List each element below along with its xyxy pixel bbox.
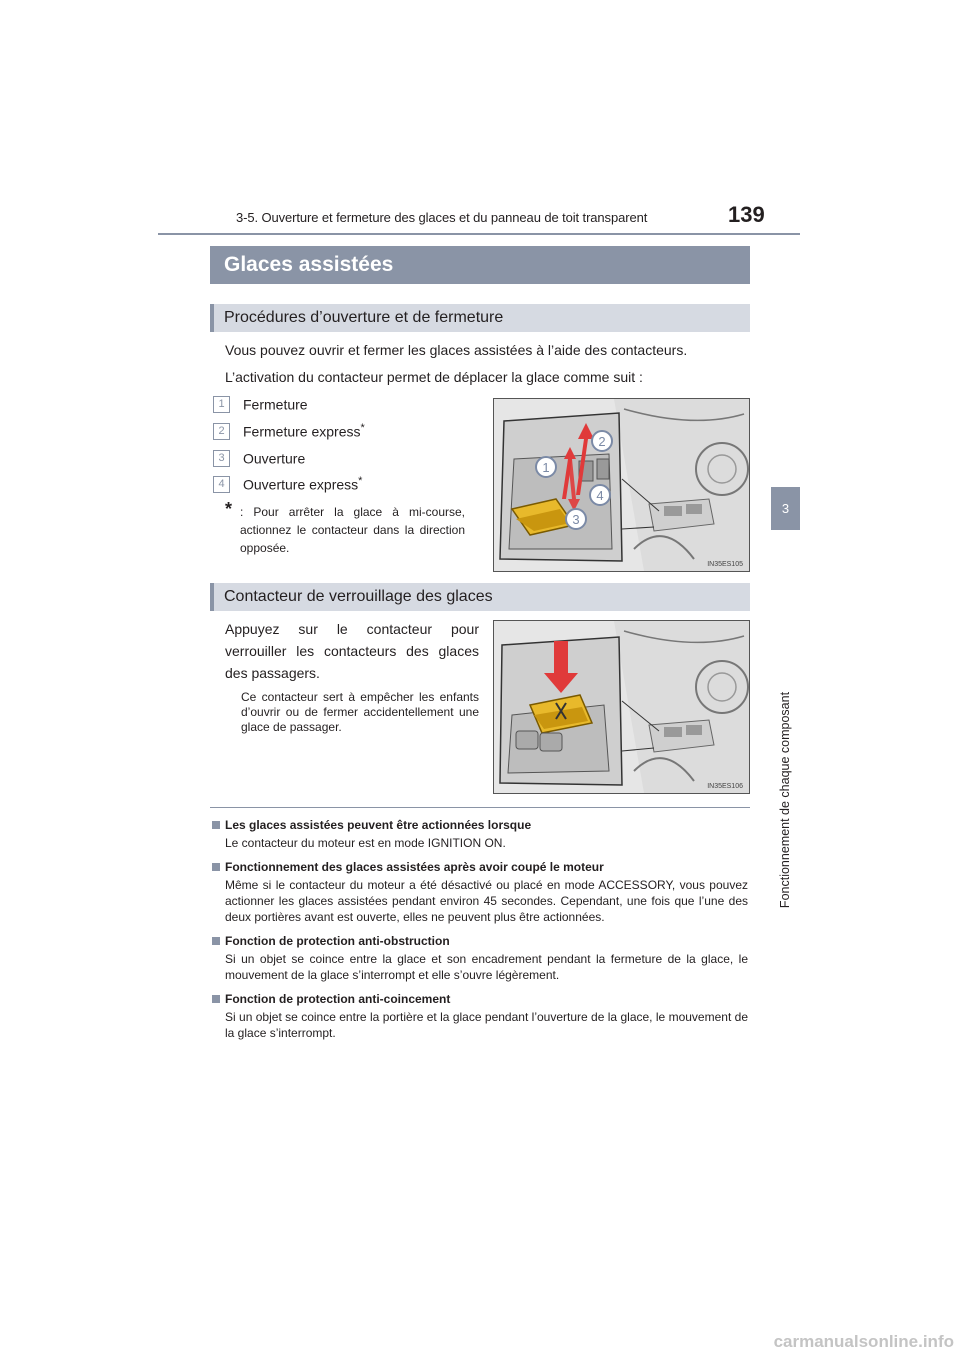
chapter-label: Fonctionnement de chaque composant [778, 691, 792, 909]
window-switch-illustration [494, 399, 749, 571]
note-body: Même si le contacteur du moteur a été désactivé ou placé en mode ACCESSORY, vous pouvez actionner les glaces assistées pendant environ 45 secondes. Cependant, une fois que l’une des deux portières avant est ouverte, elles ne peuvent plus être actionnées. [225, 878, 748, 924]
window-switch-figure [493, 398, 750, 572]
step-label: Fermeture express* [243, 422, 365, 440]
section2-text: Appuyez sur le contacteur pour verrouiller les contacteurs des glaces des passagers. [225, 621, 479, 681]
note-title: Fonction de protection anti-coincement [225, 992, 451, 1006]
note-body: Si un objet se coince entre la glace et son encadrement pendant la fermeture de la glace, le mouvement de la glace s’interrompt et elle s’ouvre légèrement. [225, 952, 748, 982]
step-label: Ouverture express* [243, 475, 363, 493]
square-bullet-icon [212, 995, 220, 1003]
header-section-title: 3-5. Ouverture et fermeture des glaces et du panneau de toit transparent [236, 210, 648, 225]
window-lock-illustration [494, 621, 749, 793]
callout-1: 1 [542, 460, 550, 475]
square-bullet-icon [212, 937, 220, 945]
square-bullet-icon [212, 821, 220, 829]
callout-3: 3 [572, 512, 580, 527]
footnote-marker: * [225, 499, 233, 519]
step-label: Ouverture [243, 450, 306, 467]
note-4 [212, 992, 748, 1041]
step-number: 4 [213, 476, 230, 493]
note-3 [212, 934, 748, 983]
step-number: 1 [213, 396, 230, 413]
callout-2: 2 [598, 434, 606, 449]
step-number: 3 [213, 450, 230, 467]
note-title: Les glaces assistées peuvent être actionnées lorsque [225, 818, 532, 832]
page-number: 139 [728, 202, 765, 227]
note-title: Fonctionnement des glaces assistées après avoir coupé le moteur [225, 860, 604, 874]
step-number: 2 [213, 423, 230, 440]
note-title: Fonction de protection anti-obstruction [225, 934, 450, 948]
main-heading: Glaces assistées [210, 246, 750, 284]
notes-divider [210, 807, 750, 808]
note-2 [212, 860, 748, 925]
footnote-text: : Pour arrêter la glace à mi-course, actionnez le contacteur dans la direction opposée. [240, 505, 465, 555]
note-body: Si un objet se coince entre la portière et la glace pendant l’ouverture de la glace, le mouvement de la glace s’interrompt. [225, 1010, 748, 1040]
section1-intro2: L’activation du contacteur permet de déplacer la glace comme suit : [225, 369, 643, 385]
watermark: carmanualsonline.info [773, 1332, 954, 1351]
header-rule [158, 233, 800, 235]
figure-code: IN35ES105 [707, 561, 743, 568]
chapter-number: 3 [781, 501, 790, 516]
section1-heading: Procédures d’ouverture et de fermeture [210, 304, 750, 332]
section2-heading: Contacteur de verrouillage des glaces [210, 583, 750, 611]
window-lock-figure [493, 620, 750, 794]
section2-note: Ce contacteur sert à empêcher les enfants d’ouvrir ou de fermer accidentellement une glace de passager. [241, 690, 479, 734]
square-bullet-icon [212, 863, 220, 871]
note-body: Le contacteur du moteur est en mode IGNITION ON. [225, 836, 506, 850]
step-label: Fermeture [243, 396, 308, 413]
figure-code: IN35ES106 [707, 783, 743, 790]
section1-intro1: Vous pouvez ouvrir et fermer les glaces assistées à l’aide des contacteurs. [225, 342, 688, 358]
chapter-tab [771, 487, 800, 530]
note-1 [212, 818, 748, 851]
callout-4: 4 [596, 488, 604, 503]
